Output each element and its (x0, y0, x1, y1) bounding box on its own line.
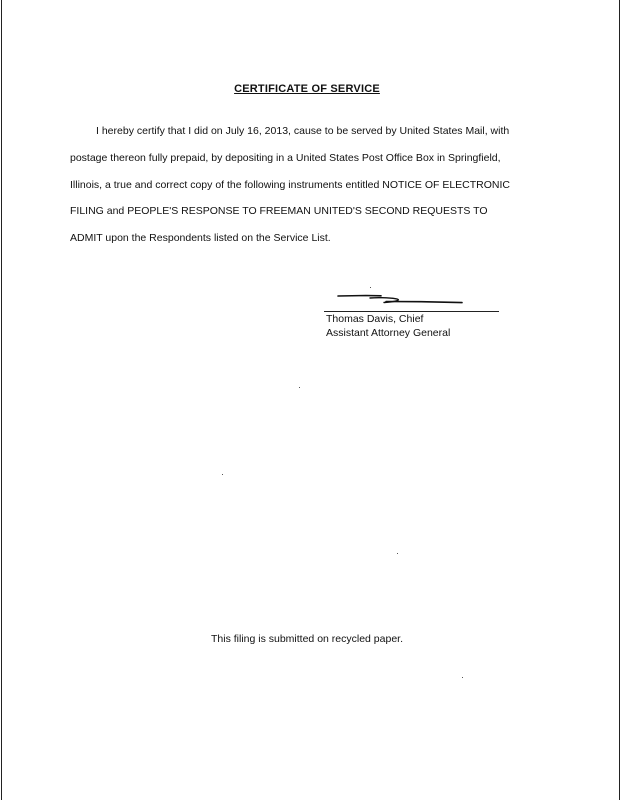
signer-name: Thomas Davis, Chief (326, 313, 424, 325)
body-line: ADMIT upon the Respondents listed on the Service List. (70, 232, 331, 245)
scan-speck (397, 553, 398, 554)
scan-speck (299, 387, 300, 388)
body-line: Illinois, a true and correct copy of the following instruments entitled NOTICE OF ELECTRONIC (70, 178, 511, 191)
signer-block (326, 313, 450, 340)
scan-speck (462, 677, 463, 678)
body-line: FILING and PEOPLE'S RESPONSE TO FREEMAN UNITED'S SECOND REQUESTS TO (70, 205, 488, 218)
body-line: I hereby certify that I did on July 16, 2013, cause to be served by United States Mail, with (96, 125, 510, 137)
page-right-edge (619, 0, 620, 800)
page-left-edge (1, 0, 2, 800)
body-line: postage thereon fully prepaid, by depositing in a United States Post Office Box in Springfield, (70, 151, 501, 164)
signer-title: Assistant Attorney General (326, 326, 451, 339)
document-title: CERTIFICATE OF SERVICE (234, 83, 380, 95)
scan-speck (370, 287, 371, 288)
signature-line (324, 311, 499, 312)
certificate-body (70, 118, 546, 252)
handwritten-signature (336, 288, 466, 308)
scan-speck (222, 474, 223, 475)
recycled-paper-note: This filing is submitted on recycled paper. (210, 633, 403, 645)
